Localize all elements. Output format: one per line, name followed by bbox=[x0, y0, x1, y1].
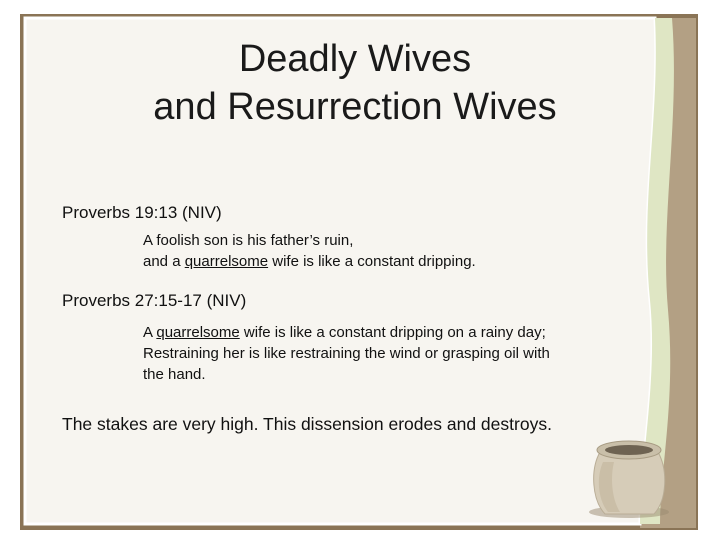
passage-reference-1: Proverbs 19:13 (NIV) bbox=[62, 203, 222, 222]
passage-2-line-1 bbox=[143, 322, 643, 343]
passage-2-text bbox=[143, 322, 643, 385]
passage-1-line-2-post: wife is like a constant dripping. bbox=[268, 253, 476, 270]
slide-title-line-2: and Resurrection Wives bbox=[153, 86, 557, 128]
passage-1-text bbox=[143, 230, 643, 272]
conclusion-text: The stakes are very high. This dissension erodes and destroys. bbox=[62, 414, 552, 434]
passage-1-emphasis: quarrelsome bbox=[184, 253, 269, 270]
passage-2-emphasis: quarrelsome bbox=[156, 324, 240, 341]
passage-reference-2: Proverbs 27:15-17 (NIV) bbox=[62, 291, 247, 310]
passage-2-line-1-post: wife is like a constant dripping on a rainy day; bbox=[239, 324, 546, 341]
passage-2-line-3: the hand. bbox=[143, 366, 206, 383]
passage-2-line-1-pre: A bbox=[143, 324, 157, 341]
slide-title-line-1: Deadly Wives bbox=[238, 38, 472, 80]
passage-2-line-2: Restraining her is like restraining the wind or grasping oil with bbox=[143, 345, 550, 362]
passage-1-line-2 bbox=[143, 251, 643, 272]
clay-jar-icon bbox=[589, 441, 669, 518]
passage-1-line-2-pre: and a bbox=[143, 253, 185, 270]
passage-1-line-1: A foolish son is his father’s ruin, bbox=[143, 232, 354, 249]
